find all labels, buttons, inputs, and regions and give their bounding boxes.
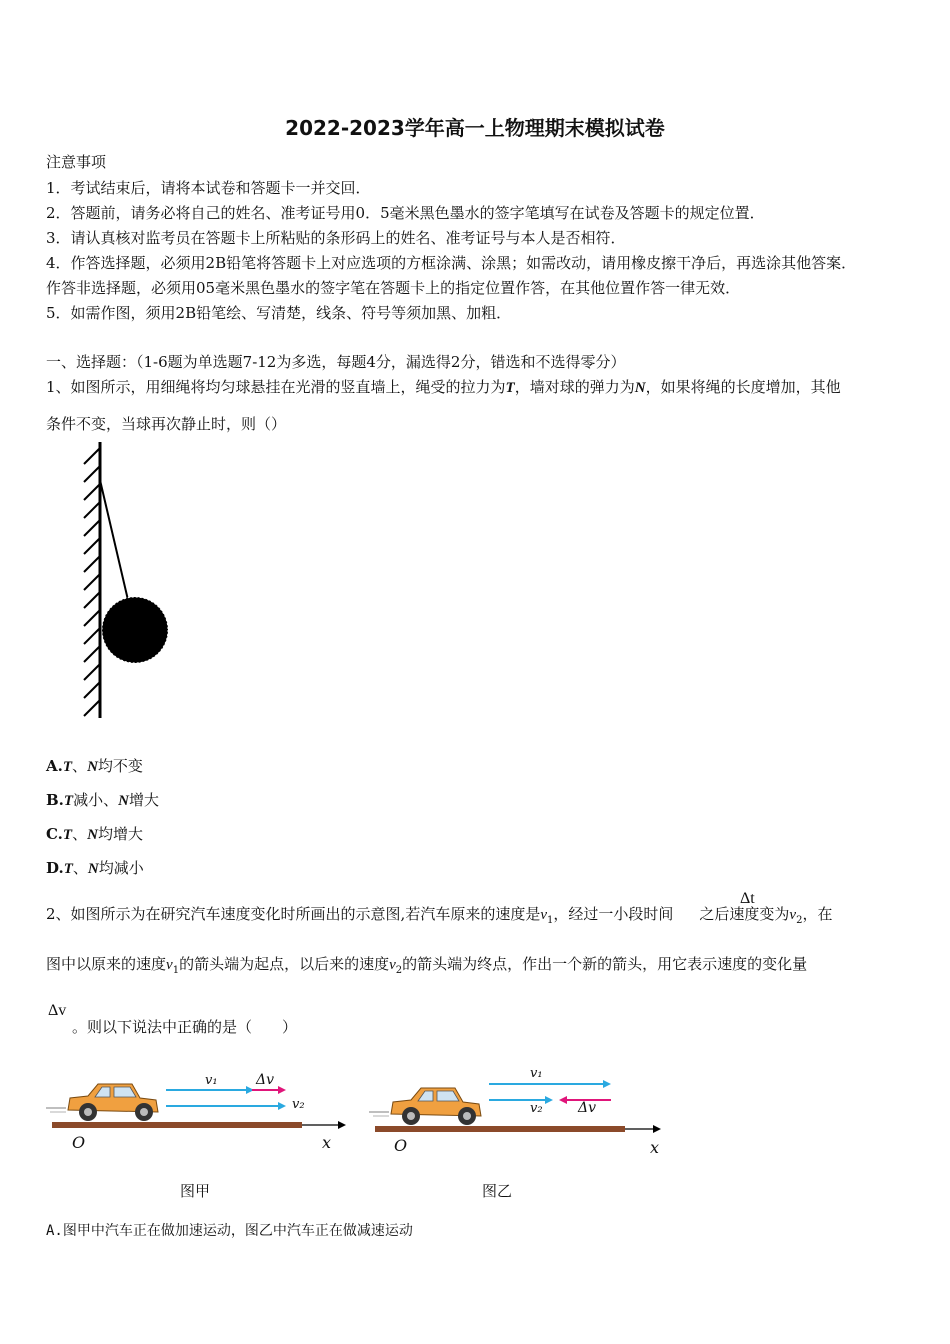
label-dv: Δv	[256, 1072, 275, 1088]
q1-diagram	[70, 440, 190, 722]
notice-item: 2．答题前，请务必将自己的姓名、准考证号用0．5毫米黑色墨水的签字笔填写在试卷及答题卡的规定位置．	[46, 204, 765, 222]
q1-option-a[interactable]: A.T、N均不变	[46, 757, 143, 775]
x-label: x	[322, 1133, 332, 1152]
x-axis-arrowhead	[338, 1121, 346, 1129]
notice-item: 5．如需作图，须用2B铅笔绘、写清楚，线条、符号等须加黑、加粗．	[46, 304, 512, 322]
notice-item: 作答非选择题，必须用05毫米黑色墨水的签字笔在答题卡上的指定位置作答，在其他位置作答一律无效．	[46, 279, 741, 297]
origin-label: O	[72, 1133, 86, 1152]
wall-hatching	[84, 448, 100, 716]
v2-arrowhead	[545, 1096, 553, 1104]
notice-item: 3．请认真核对监考员在答题卡上所粘贴的条形码上的姓名、准考证号与本人是否相符．	[46, 229, 626, 247]
page-title: 2022-2023学年高一上物理期末模拟试卷	[285, 116, 665, 140]
car-icon	[369, 1088, 481, 1125]
caption-left: 图甲	[180, 1182, 211, 1200]
q2-line2: 图中以原来的速度$v_1$的箭头端为起点，以后来的速度$v_2$的箭头端为终点，作出一个新的箭头，用它表示速度的变化量	[46, 955, 808, 976]
section-heading: 一、选择题：（1-6题为单选题7-12为多选，每题4分，漏选得2分，错选和不选得零分）	[46, 353, 626, 371]
q1-line1: 1、如图所示，用细绳将均匀球悬挂在光滑的竖直墙上，绳受的拉力为T，墙对球的弹力为N，如果将绳的长度增加，其他	[46, 378, 841, 396]
notice-heading: 注意事项	[46, 153, 107, 171]
x-label: x	[650, 1138, 660, 1157]
x-axis-arrowhead	[653, 1125, 661, 1133]
ground-bar	[52, 1122, 302, 1128]
label-v1: v₁	[205, 1073, 218, 1088]
v1-arrowhead	[603, 1080, 611, 1088]
notice-item: 1．考试结束后，请将本试卷和答题卡一并交回．	[46, 179, 371, 197]
dv-arrowhead	[278, 1086, 286, 1094]
label-dv: Δv	[578, 1100, 597, 1116]
ground-bar	[375, 1126, 625, 1132]
q2-figure-right	[365, 1060, 675, 1160]
delta-t-symbol: Δt	[740, 890, 755, 907]
rope-line	[100, 480, 128, 600]
caption-right: 图乙	[482, 1182, 513, 1200]
label-v2: v₂	[292, 1097, 305, 1112]
label-v2: v₂	[530, 1101, 543, 1116]
delta-v-symbol: Δv	[48, 1002, 67, 1019]
label-v1: v₁	[530, 1066, 543, 1081]
dv-arrowhead	[559, 1096, 567, 1104]
origin-label: O	[394, 1136, 408, 1155]
q1-option-c[interactable]: C.T、N均增大	[46, 825, 143, 843]
q1-option-d[interactable]: D.T、N均减小	[46, 859, 144, 877]
q2-line1: 2、如图所示为在研究汽车速度变化时所画出的示意图,若汽车原来的速度是$v_1$，经过一小段时间 之后速度变为$v_2$，在	[46, 905, 833, 926]
hanging-ball	[102, 597, 168, 663]
notice-item: 4．作答选择题，必须用2B铅笔将答题卡上对应选项的方框涂满、涂黑；如需改动，请用橡皮擦干净后，再选涂其他答案．	[46, 254, 857, 272]
q2-option-a[interactable]: A.图甲中汽车正在做加速运动，图乙中汽车正在做减速运动	[46, 1223, 413, 1239]
q1-line2: 条件不变，当球再次静止时，则（）	[46, 415, 287, 433]
q2-line3: 。则以下说法中正确的是（ ）	[72, 1018, 298, 1036]
q1-option-b[interactable]: B.T减小、N增大	[46, 791, 159, 809]
car-icon	[46, 1084, 158, 1121]
v2-arrowhead	[278, 1102, 286, 1110]
